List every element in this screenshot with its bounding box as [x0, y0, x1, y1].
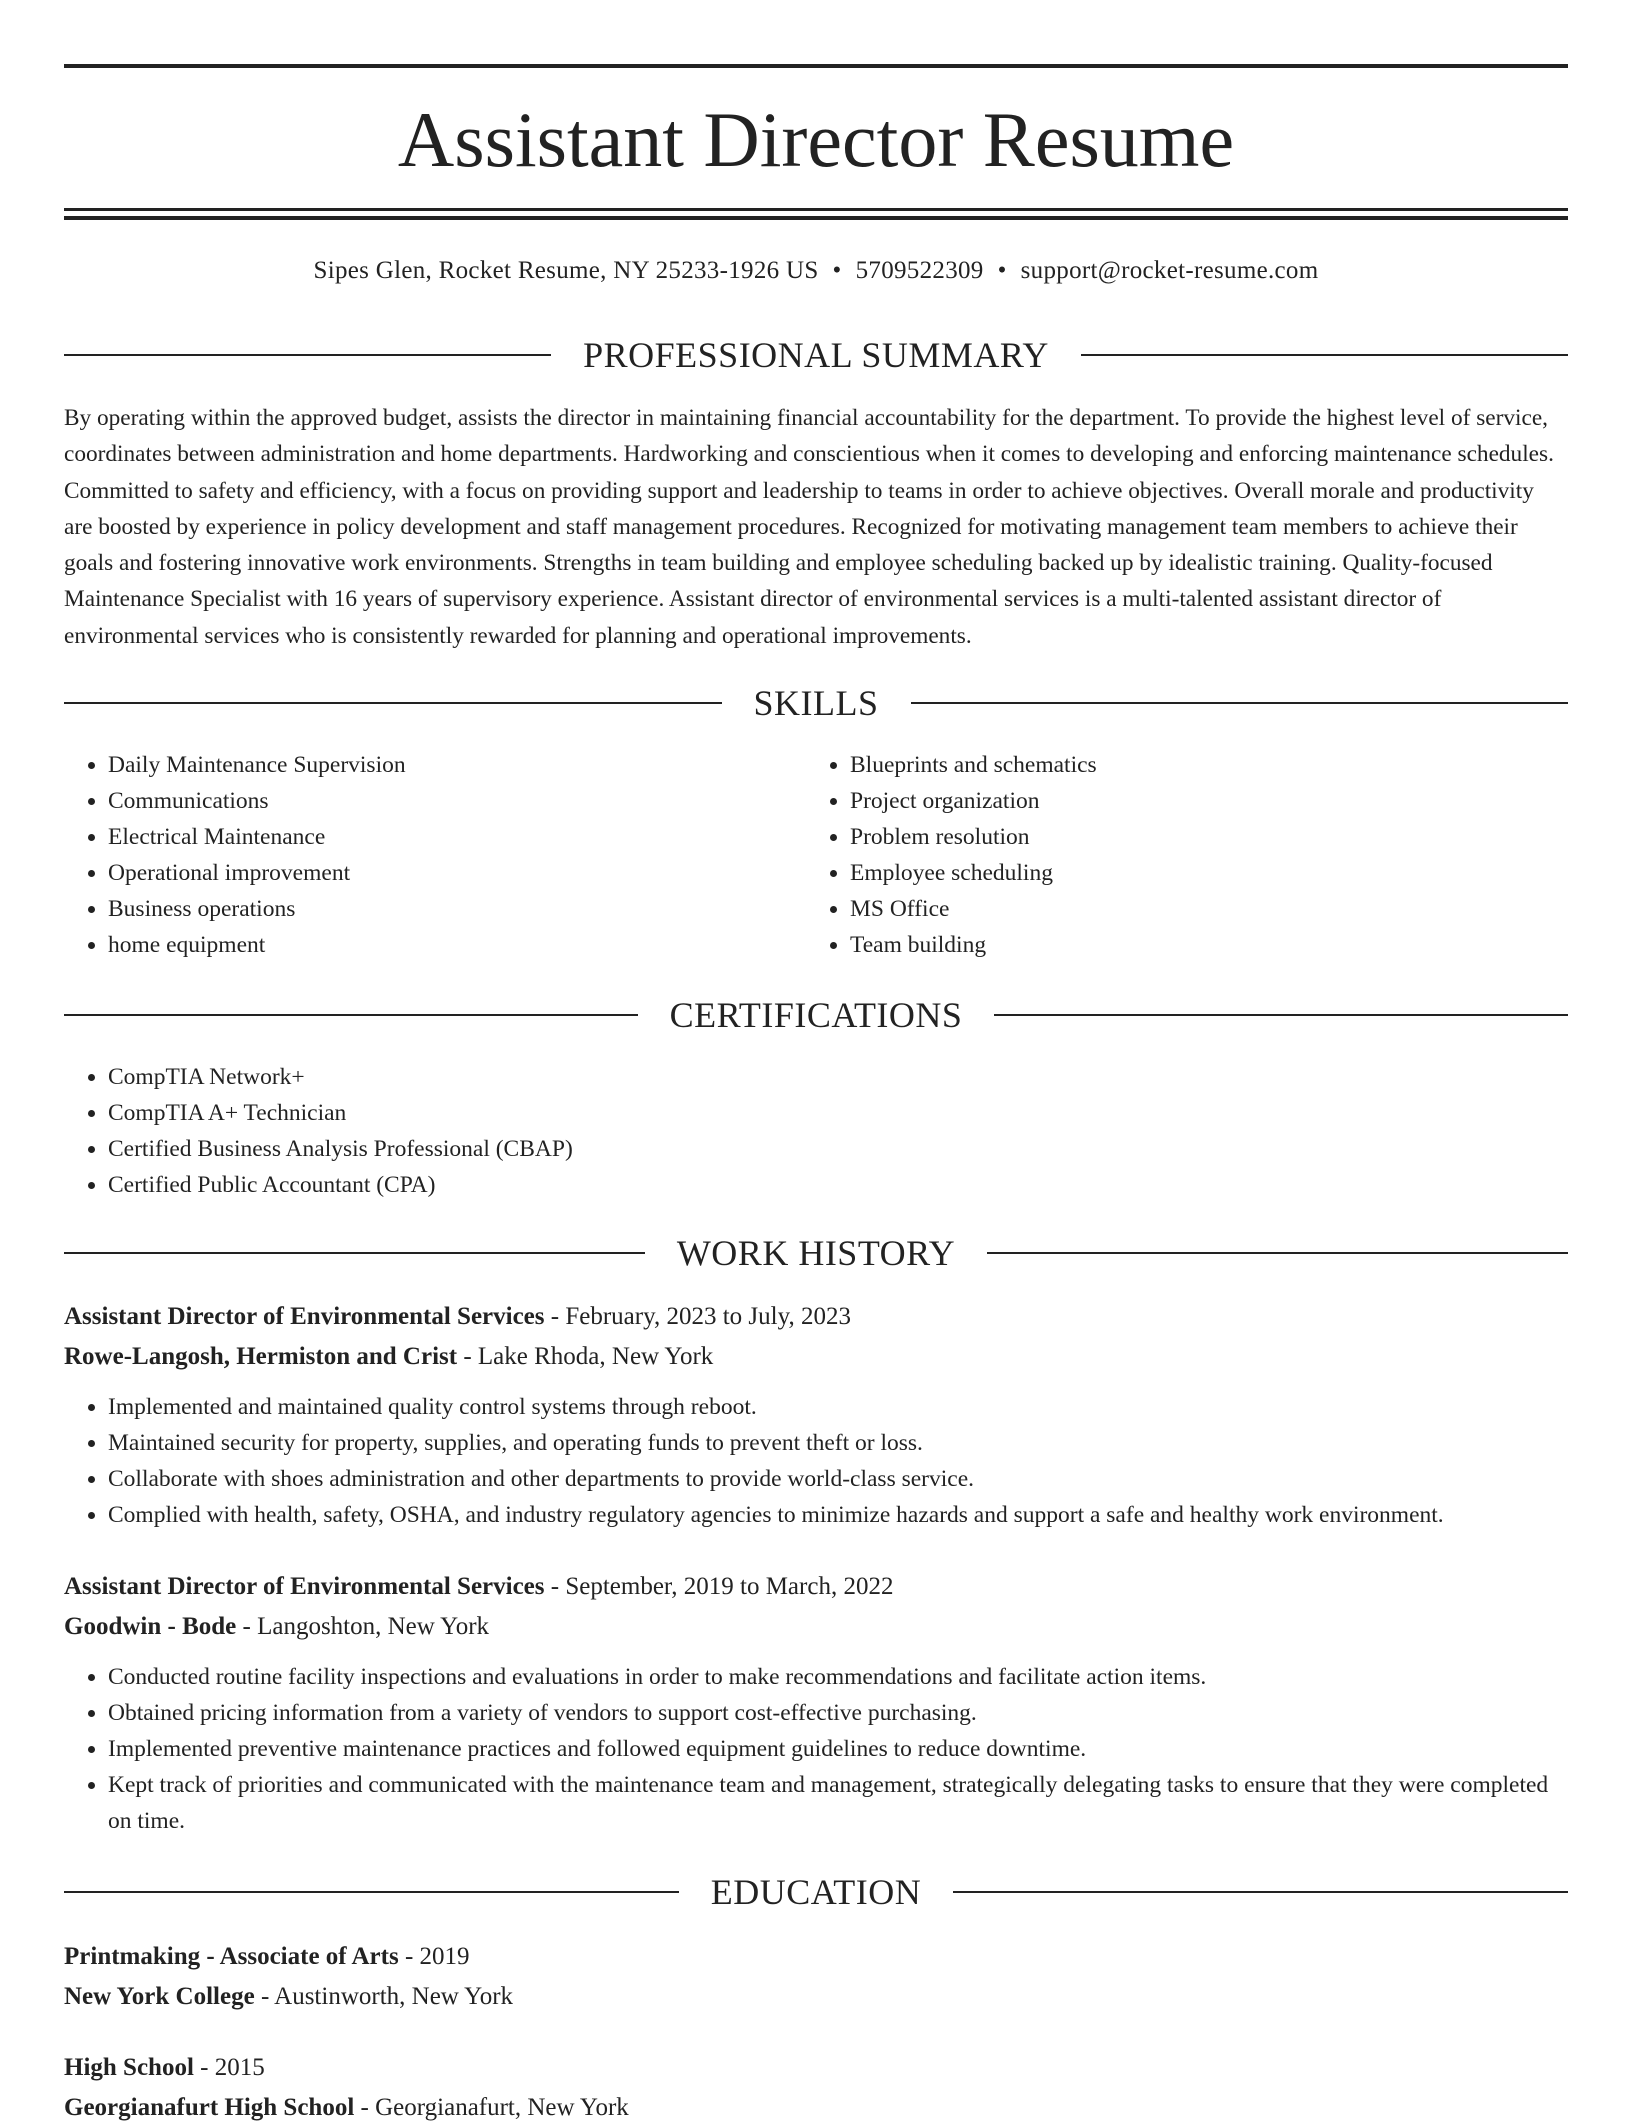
skill-item: • Team building — [850, 927, 1546, 963]
section-header-work-history — [64, 1231, 1568, 1275]
resume-title: Assistant Director Resume — [397, 96, 1235, 183]
job-entry — [64, 1567, 1568, 1839]
education-entry — [64, 1937, 1568, 2017]
education-degree-line — [64, 2048, 1568, 2088]
job-bullet: • Kept track of priorities and communicated with the maintenance team and management, strategically delegating tasks to ensure that they were completed on time. — [108, 1767, 1568, 1839]
job-title: Assistant Director of Environmental Services — [64, 1573, 545, 1600]
contact-separator: • — [832, 257, 842, 284]
job-bullet: • Maintained security for property, supplies, and operating funds to prevent theft or loss. — [108, 1425, 1568, 1461]
skill-item: • Daily Maintenance Supervision — [108, 747, 804, 783]
education-location: - Georgianafurt, New York — [354, 2094, 629, 2121]
section-header-education — [64, 1870, 1568, 1914]
education-school: New York College — [64, 1983, 255, 2010]
job-bullet: • Implemented preventive maintenance practices and followed equipment guidelines to reduce downtime. — [108, 1731, 1568, 1767]
contact-line — [64, 254, 1568, 288]
section-header-certifications — [64, 993, 1568, 1037]
skill-item: • Employee scheduling — [850, 855, 1546, 891]
education-year: - 2019 — [398, 1943, 470, 1970]
contact-address: Sipes Glen, Rocket Resume, NY 25233-1926 US — [313, 257, 819, 284]
education-degree: Printmaking - Associate of Arts — [64, 1943, 399, 1970]
title-double-rule — [64, 208, 1568, 220]
job-bullet: • Implemented and maintained quality control systems through reboot. — [108, 1389, 1568, 1425]
section-header-summary — [64, 333, 1568, 377]
summary-text: By operating within the approved budget, assists the director in maintaining financial accountability for the department. To provide the highest level of service, coordinates between administration and home departments. Hardworking and conscientious when it comes to developing and enforcing maintenance schedules. Committed to safety and efficiency, with a focus on providing support and leadership to teams in order to achieve objectives. Overall morale and productivity are boosted by experience in policy development and staff management procedures. Recognized for motivating management team members to achieve their goals and fostering innovative work environments. Strengths in team building and employee scheduling backed up by idealistic training. Quality-focused Maintenance Specialist with 16 years of supervisory experience. Assistant director of environmental services is a multi-talented assistant director of environmental services who is consistently rewarded for planning and operational improvements. — [64, 405, 1554, 649]
section-rule — [64, 354, 551, 356]
section-rule — [1081, 354, 1568, 356]
skill-item: • Blueprints and schematics — [850, 747, 1546, 783]
education-location: - Austinworth, New York — [254, 1983, 514, 2010]
job-company: Goodwin - Bode — [64, 1613, 237, 1640]
job-company: Rowe-Langosh, Hermiston and Crist — [64, 1343, 458, 1370]
section-title: PROFESSIONAL SUMMARY — [583, 335, 1049, 375]
job-bullet: • Collaborate with shoes administration and other departments to provide world-class service. — [108, 1461, 1568, 1497]
certification-item: • CompTIA Network+ — [108, 1059, 1568, 1095]
job-company-line — [64, 1337, 1568, 1377]
skills-column-right — [806, 747, 1546, 963]
certification-item: • Certified Business Analysis Professional (CBAP) — [108, 1131, 1568, 1167]
job-entry — [64, 1297, 1568, 1533]
certification-item: • CompTIA A+ Technician — [108, 1095, 1568, 1131]
section-rule — [64, 1891, 679, 1893]
contact-separator: • — [997, 257, 1007, 284]
section-rule — [64, 702, 722, 704]
job-bullet: • Obtained pricing information from a variety of vendors to support cost-effective purchasing. — [108, 1695, 1568, 1731]
education-school: Georgianafurt High School — [64, 2094, 355, 2121]
section-title: SKILLS — [753, 683, 879, 723]
job-bullet: • Conducted routine facility inspections and evaluations in order to make recommendations and facilitate action items. — [108, 1659, 1568, 1695]
section-rule — [987, 1252, 1568, 1254]
education-school-line — [64, 1977, 1568, 2017]
section-title: WORK HISTORY — [676, 1233, 956, 1273]
skill-item: • Communications — [108, 783, 804, 819]
job-dates: - February, 2023 to July, 2023 — [544, 1303, 851, 1330]
section-title: EDUCATION — [710, 1872, 922, 1912]
skill-item: • Operational improvement — [108, 855, 804, 891]
section-title: CERTIFICATIONS — [669, 995, 963, 1035]
job-title-line — [64, 1567, 1568, 1607]
contact-email: support@rocket-resume.com — [1020, 257, 1319, 284]
skills-column-left — [64, 747, 804, 963]
section-rule — [64, 1014, 638, 1016]
contact-phone: 5709522309 — [855, 257, 984, 284]
section-rule — [994, 1014, 1568, 1016]
education-year: - 2015 — [193, 2054, 265, 2081]
education-entry — [64, 2048, 1568, 2128]
certifications-list — [64, 1059, 1568, 1203]
job-title-line — [64, 1297, 1568, 1337]
education-degree: High School — [64, 2054, 194, 2081]
job-location: - Langoshton, New York — [236, 1613, 490, 1640]
skill-item: • home equipment — [108, 927, 804, 963]
education-school-line — [64, 2088, 1568, 2128]
job-dates: - September, 2019 to March, 2022 — [544, 1573, 894, 1600]
section-rule — [953, 1891, 1568, 1893]
skill-item: • Project organization — [850, 783, 1546, 819]
skill-item: • Electrical Maintenance — [108, 819, 804, 855]
section-header-skills — [64, 681, 1568, 725]
education-degree-line — [64, 1937, 1568, 1977]
job-title: Assistant Director of Environmental Services — [64, 1303, 545, 1330]
section-rule — [64, 1252, 645, 1254]
skill-item: • MS Office — [850, 891, 1546, 927]
job-company-line — [64, 1607, 1568, 1647]
skill-item: • Business operations — [108, 891, 804, 927]
top-rule — [64, 64, 1568, 68]
job-bullet: • Complied with health, safety, OSHA, and industry regulatory agencies to minimize hazards and support a safe and healthy work environment. — [108, 1497, 1568, 1533]
skill-item: • Problem resolution — [850, 819, 1546, 855]
certification-item: • Certified Public Accountant (CPA) — [108, 1167, 1568, 1203]
job-location: - Lake Rhoda, New York — [457, 1343, 714, 1370]
section-rule — [911, 702, 1569, 704]
